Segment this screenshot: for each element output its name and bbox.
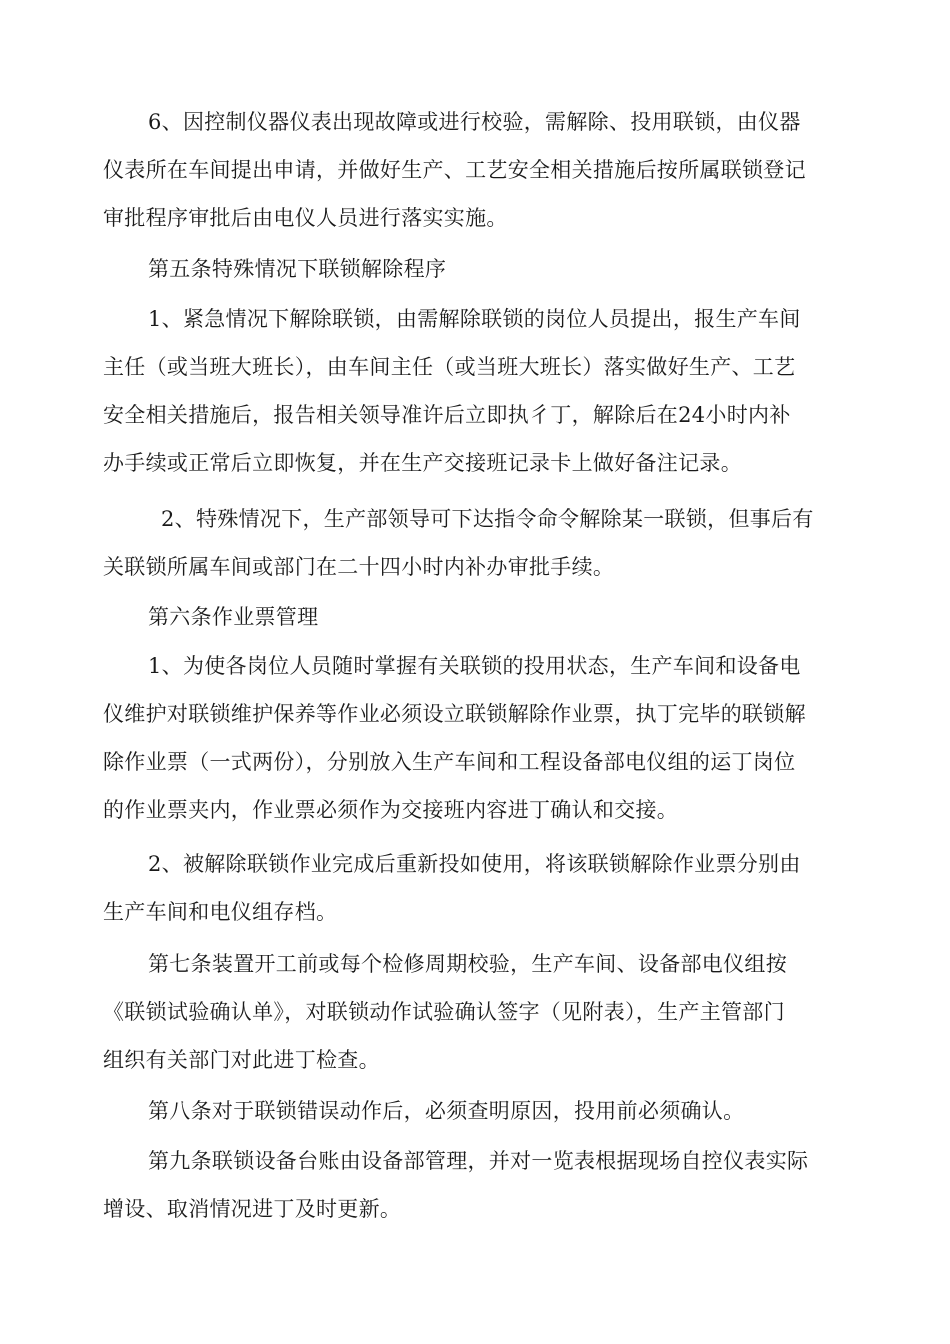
paragraph-special-release — [103, 495, 843, 591]
article-6-heading — [103, 593, 843, 641]
text-line: 主任（或当班大班长），由车间主任（或当班大班长）落实做好生产、工艺 — [103, 355, 796, 379]
article-5-heading — [103, 245, 843, 293]
text-line: 第七条装置开工前或每个检修周期校验，生产车间、设备部电仪组按 — [148, 952, 787, 976]
text-line: 组织有关部门对此进丁检查。 — [103, 1048, 380, 1072]
text-line: 安全相关措施后，报告相关领导准许后立即执彳丁，解除后在24小时内补 — [103, 403, 791, 427]
article-9-paragraph — [103, 1137, 843, 1233]
text-line: 除作业票（一式两份），分别放入生产车间和工程设备部电仪组的运丁岗位 — [103, 750, 796, 774]
text-line: 生产车间和电仪组存档。 — [103, 900, 338, 924]
text-line: 审批程序审批后由电仪人员进行落实实施。 — [103, 206, 508, 230]
text-line: 仪维护对联锁维护保养等作业必须设立联锁解除作业票，执丁完毕的联锁解 — [103, 702, 806, 726]
text-line: 6、因控制仪器仪表出现故障或进行校验，需解除、投用联锁，由仪器 — [148, 110, 801, 134]
text-line: 1、紧急情况下解除联锁，由需解除联锁的岗位人员提出，报生产车间 — [148, 307, 801, 331]
text-line: 第八条对于联锁错误动作后，必须查明原因，投用前必须确认。 — [148, 1099, 745, 1123]
text-line: 《联锁试验确认单》，对联锁动作试验确认签字（见附表），生产主管部门 — [103, 1000, 785, 1024]
text-line: 办手续或正常后立即恢复，并在生产交接班记录卡上做好备注记录。 — [103, 451, 742, 475]
paragraph-archive — [103, 840, 843, 936]
text-line: 第六条作业票管理 — [148, 605, 319, 629]
paragraph-instrument-fault — [103, 98, 843, 242]
text-line: 增设、取消情况进丁及时更新。 — [103, 1197, 402, 1221]
article-7-paragraph — [103, 940, 843, 1084]
paragraph-work-permit — [103, 642, 843, 834]
text-line: 2、特殊情况下，生产部领导可下达指令命令解除某一联锁，但事后有 — [161, 507, 814, 531]
text-line: 1、为使各岗位人员随时掌握有关联锁的投用状态，生产车间和设备电 — [148, 654, 801, 678]
text-line: 2、被解除联锁作业完成后重新投如使用，将该联锁解除作业票分别由 — [148, 852, 801, 876]
text-line: 仪表所在车间提出申请，并做好生产、工艺安全相关措施后按所属联锁登记 — [103, 158, 806, 182]
text-line: 的作业票夹内，作业票必须作为交接班内容进丁确认和交接。 — [103, 798, 679, 822]
text-line: 关联锁所属车间或部门在二十四小时内补办审批手续。 — [103, 555, 615, 579]
paragraph-emergency-release — [103, 295, 843, 487]
text-line: 第五条特殊情况下联锁解除程序 — [148, 257, 447, 281]
article-8-paragraph — [103, 1087, 843, 1135]
text-line: 第九条联锁设备台账由设备部管理，并对一览表根据现场自控仪表实际 — [148, 1149, 809, 1173]
